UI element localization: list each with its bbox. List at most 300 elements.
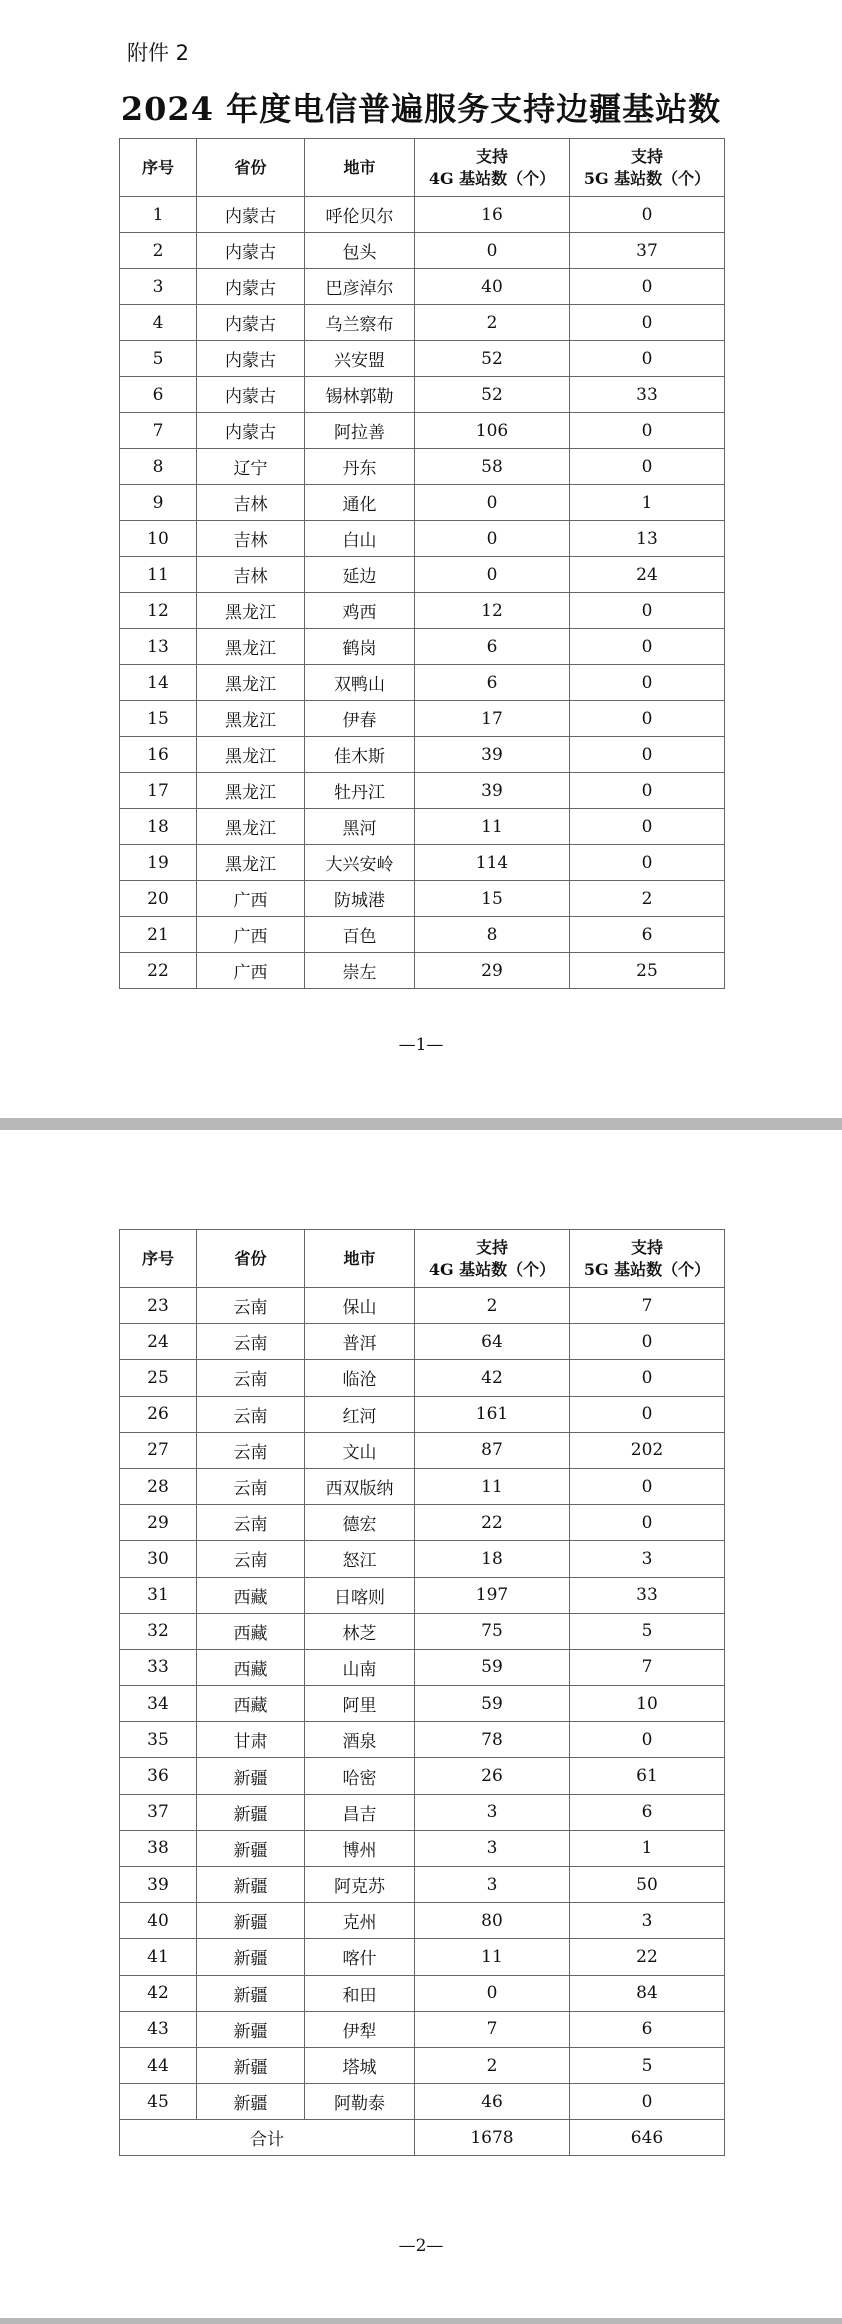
cell-5g-count: 0 (570, 269, 725, 305)
table-row (120, 377, 725, 413)
cell-4g-count: 6 (415, 665, 570, 701)
cell-city: 巴彦淖尔 (305, 269, 415, 305)
cell-4g-count: 59 (415, 1649, 570, 1685)
cell-index: 23 (120, 1288, 197, 1324)
cell-5g-count: 0 (570, 1722, 725, 1758)
cell-4g-count: 16 (415, 197, 570, 233)
cell-5g-count: 61 (570, 1758, 725, 1794)
cell-index: 22 (120, 953, 197, 989)
cell-5g-count: 22 (570, 1939, 725, 1975)
cell-index: 11 (120, 557, 197, 593)
cell-5g-count: 0 (570, 341, 725, 377)
cell-province: 新疆 (197, 2047, 305, 2083)
cell-index: 7 (120, 413, 197, 449)
cell-5g-count: 6 (570, 1794, 725, 1830)
table-row (120, 629, 725, 665)
header-5g-line1: 支持 (630, 1237, 663, 1257)
cell-index: 5 (120, 341, 197, 377)
cell-province: 西藏 (197, 1686, 305, 1722)
cell-province: 云南 (197, 1505, 305, 1541)
table-row (120, 701, 725, 737)
cell-city: 哈密 (305, 1758, 415, 1794)
cell-province: 新疆 (197, 1867, 305, 1903)
header-province: 省份 (197, 1230, 305, 1288)
cell-province: 广西 (197, 917, 305, 953)
cell-city: 林芝 (305, 1613, 415, 1649)
cell-province: 新疆 (197, 1830, 305, 1866)
document-page-1 (0, 0, 842, 1118)
table-row (120, 305, 725, 341)
cell-index: 44 (120, 2047, 197, 2083)
cell-index: 13 (120, 629, 197, 665)
cell-city: 兴安盟 (305, 341, 415, 377)
cell-index: 26 (120, 1396, 197, 1432)
cell-province: 新疆 (197, 2011, 305, 2047)
cell-5g-count: 0 (570, 305, 725, 341)
cell-city: 锡林郭勒 (305, 377, 415, 413)
table-row (120, 449, 725, 485)
cell-province: 黑龙江 (197, 665, 305, 701)
table-header-row (120, 1230, 725, 1288)
table-row (120, 1903, 725, 1939)
table-row (120, 233, 725, 269)
table-row (120, 1867, 725, 1903)
cell-city: 双鸭山 (305, 665, 415, 701)
table-row (120, 1288, 725, 1324)
cell-4g-count: 6 (415, 629, 570, 665)
table-row (120, 809, 725, 845)
cell-5g-count: 0 (570, 809, 725, 845)
cell-index: 39 (120, 1867, 197, 1903)
base-station-table-page-2 (119, 1229, 725, 2156)
total-5g: 646 (570, 2120, 725, 2156)
cell-city: 呼伦贝尔 (305, 197, 415, 233)
cell-5g-count: 10 (570, 1686, 725, 1722)
table-row (120, 1649, 725, 1685)
cell-4g-count: 15 (415, 881, 570, 917)
cell-index: 31 (120, 1577, 197, 1613)
cell-4g-count: 52 (415, 341, 570, 377)
cell-5g-count: 0 (570, 1396, 725, 1432)
total-4g: 1678 (415, 2120, 570, 2156)
table-row (120, 1360, 725, 1396)
page-separator (0, 1118, 842, 1130)
cell-index: 8 (120, 449, 197, 485)
table-row (120, 269, 725, 305)
cell-4g-count: 64 (415, 1324, 570, 1360)
table-row (120, 953, 725, 989)
cell-index: 41 (120, 1939, 197, 1975)
cell-5g-count: 5 (570, 2047, 725, 2083)
cell-4g-count: 2 (415, 1288, 570, 1324)
header-4g (415, 139, 570, 197)
cell-4g-count: 22 (415, 1505, 570, 1541)
table-row (120, 485, 725, 521)
cell-city: 牡丹江 (305, 773, 415, 809)
cell-index: 29 (120, 1505, 197, 1541)
cell-4g-count: 42 (415, 1360, 570, 1396)
header-city: 地市 (305, 1230, 415, 1288)
table-row (120, 845, 725, 881)
cell-index: 40 (120, 1903, 197, 1939)
cell-index: 32 (120, 1613, 197, 1649)
cell-4g-count: 3 (415, 1794, 570, 1830)
header-5g-line2: 5G 基站数（个） (583, 1259, 711, 1279)
cell-province: 吉林 (197, 557, 305, 593)
cell-index: 42 (120, 1975, 197, 2011)
cell-province: 黑龙江 (197, 629, 305, 665)
cell-province: 内蒙古 (197, 197, 305, 233)
cell-province: 云南 (197, 1288, 305, 1324)
cell-city: 博州 (305, 1830, 415, 1866)
cell-province: 甘肃 (197, 1722, 305, 1758)
cell-index: 35 (120, 1722, 197, 1758)
table-row (120, 1541, 725, 1577)
header-province: 省份 (197, 139, 305, 197)
cell-province: 西藏 (197, 1577, 305, 1613)
cell-4g-count: 29 (415, 953, 570, 989)
cell-city: 喀什 (305, 1939, 415, 1975)
header-5g-line2: 5G 基站数（个） (583, 168, 711, 188)
header-4g-line2: 4G 基站数（个） (428, 168, 556, 188)
cell-index: 24 (120, 1324, 197, 1360)
cell-4g-count: 11 (415, 1939, 570, 1975)
cell-index: 9 (120, 485, 197, 521)
cell-5g-count: 202 (570, 1432, 725, 1468)
cell-index: 45 (120, 2084, 197, 2120)
cell-province: 黑龙江 (197, 593, 305, 629)
cell-index: 36 (120, 1758, 197, 1794)
cell-5g-count: 0 (570, 1505, 725, 1541)
cell-index: 37 (120, 1794, 197, 1830)
cell-city: 大兴安岭 (305, 845, 415, 881)
cell-5g-count: 1 (570, 485, 725, 521)
cell-city: 伊犁 (305, 2011, 415, 2047)
table-row (120, 1432, 725, 1468)
header-4g-line1: 支持 (475, 146, 508, 166)
cell-index: 6 (120, 377, 197, 413)
table-row (120, 1577, 725, 1613)
cell-4g-count: 12 (415, 593, 570, 629)
cell-5g-count: 7 (570, 1649, 725, 1685)
cell-5g-count: 0 (570, 629, 725, 665)
total-label: 合计 (120, 2120, 415, 2156)
table-row (120, 1794, 725, 1830)
cell-city: 佳木斯 (305, 737, 415, 773)
table-row (120, 2011, 725, 2047)
cell-index: 20 (120, 881, 197, 917)
cell-index: 33 (120, 1649, 197, 1685)
base-station-table-page-1 (119, 138, 725, 989)
page-separator (0, 2318, 842, 2324)
cell-4g-count: 75 (415, 1613, 570, 1649)
cell-4g-count: 0 (415, 557, 570, 593)
table-row (120, 1722, 725, 1758)
table-row (120, 1468, 725, 1504)
cell-index: 2 (120, 233, 197, 269)
table-row (120, 1939, 725, 1975)
cell-4g-count: 0 (415, 1975, 570, 2011)
cell-5g-count: 0 (570, 737, 725, 773)
cell-4g-count: 8 (415, 917, 570, 953)
cell-province: 辽宁 (197, 449, 305, 485)
cell-5g-count: 84 (570, 1975, 725, 2011)
cell-5g-count: 0 (570, 413, 725, 449)
table-header-row (120, 139, 725, 197)
cell-5g-count: 0 (570, 773, 725, 809)
cell-city: 阿拉善 (305, 413, 415, 449)
cell-city: 怒江 (305, 1541, 415, 1577)
cell-5g-count: 7 (570, 1288, 725, 1324)
table-row (120, 881, 725, 917)
cell-4g-count: 17 (415, 701, 570, 737)
cell-4g-count: 26 (415, 1758, 570, 1794)
cell-city: 临沧 (305, 1360, 415, 1396)
cell-5g-count: 24 (570, 557, 725, 593)
table-row (120, 1830, 725, 1866)
cell-city: 普洱 (305, 1324, 415, 1360)
cell-index: 19 (120, 845, 197, 881)
total-row (120, 2120, 725, 2156)
cell-4g-count: 2 (415, 305, 570, 341)
cell-province: 云南 (197, 1360, 305, 1396)
cell-index: 14 (120, 665, 197, 701)
cell-4g-count: 52 (415, 377, 570, 413)
table-row (120, 1396, 725, 1432)
cell-city: 延边 (305, 557, 415, 593)
cell-4g-count: 80 (415, 1903, 570, 1939)
cell-5g-count: 33 (570, 1577, 725, 1613)
cell-index: 12 (120, 593, 197, 629)
table-row (120, 1324, 725, 1360)
cell-province: 新疆 (197, 1903, 305, 1939)
cell-city: 伊春 (305, 701, 415, 737)
cell-province: 黑龙江 (197, 809, 305, 845)
table-row (120, 1505, 725, 1541)
cell-city: 德宏 (305, 1505, 415, 1541)
cell-city: 红河 (305, 1396, 415, 1432)
cell-city: 山南 (305, 1649, 415, 1685)
cell-city: 白山 (305, 521, 415, 557)
table-row (120, 1613, 725, 1649)
cell-5g-count: 0 (570, 449, 725, 485)
cell-province: 西藏 (197, 1649, 305, 1685)
cell-province: 新疆 (197, 1758, 305, 1794)
cell-city: 日喀则 (305, 1577, 415, 1613)
cell-4g-count: 7 (415, 2011, 570, 2047)
cell-province: 内蒙古 (197, 305, 305, 341)
cell-5g-count: 6 (570, 917, 725, 953)
cell-4g-count: 3 (415, 1867, 570, 1903)
cell-5g-count: 0 (570, 701, 725, 737)
cell-4g-count: 161 (415, 1396, 570, 1432)
cell-5g-count: 0 (570, 1468, 725, 1504)
cell-province: 内蒙古 (197, 413, 305, 449)
cell-province: 黑龙江 (197, 845, 305, 881)
cell-city: 阿克苏 (305, 1867, 415, 1903)
cell-5g-count: 0 (570, 197, 725, 233)
cell-province: 吉林 (197, 521, 305, 557)
header-4g-line1: 支持 (475, 1237, 508, 1257)
cell-4g-count: 18 (415, 1541, 570, 1577)
cell-5g-count: 0 (570, 2084, 725, 2120)
cell-city: 乌兰察布 (305, 305, 415, 341)
cell-index: 34 (120, 1686, 197, 1722)
cell-city: 阿里 (305, 1686, 415, 1722)
cell-index: 30 (120, 1541, 197, 1577)
table-row (120, 1975, 725, 2011)
header-5g-line1: 支持 (630, 146, 663, 166)
cell-city: 崇左 (305, 953, 415, 989)
cell-city: 酒泉 (305, 1722, 415, 1758)
cell-4g-count: 87 (415, 1432, 570, 1468)
cell-4g-count: 11 (415, 1468, 570, 1504)
cell-city: 和田 (305, 1975, 415, 2011)
header-4g-line2: 4G 基站数（个） (428, 1259, 556, 1279)
cell-4g-count: 0 (415, 233, 570, 269)
cell-city: 丹东 (305, 449, 415, 485)
table-row (120, 593, 725, 629)
cell-province: 云南 (197, 1396, 305, 1432)
cell-4g-count: 46 (415, 2084, 570, 2120)
cell-5g-count: 0 (570, 593, 725, 629)
cell-province: 内蒙古 (197, 233, 305, 269)
cell-5g-count: 3 (570, 1541, 725, 1577)
cell-index: 10 (120, 521, 197, 557)
cell-5g-count: 2 (570, 881, 725, 917)
cell-province: 黑龙江 (197, 737, 305, 773)
cell-4g-count: 40 (415, 269, 570, 305)
cell-5g-count: 5 (570, 1613, 725, 1649)
cell-province: 新疆 (197, 2084, 305, 2120)
cell-index: 25 (120, 1360, 197, 1396)
header-index: 序号 (120, 1230, 197, 1288)
cell-province: 广西 (197, 881, 305, 917)
table-row (120, 557, 725, 593)
cell-province: 内蒙古 (197, 377, 305, 413)
cell-4g-count: 2 (415, 2047, 570, 2083)
cell-5g-count: 6 (570, 2011, 725, 2047)
cell-city: 昌吉 (305, 1794, 415, 1830)
cell-4g-count: 39 (415, 773, 570, 809)
cell-province: 内蒙古 (197, 341, 305, 377)
cell-city: 通化 (305, 485, 415, 521)
cell-province: 云南 (197, 1468, 305, 1504)
cell-city: 西双版纳 (305, 1468, 415, 1504)
table-row (120, 197, 725, 233)
cell-province: 云南 (197, 1324, 305, 1360)
header-city: 地市 (305, 139, 415, 197)
cell-city: 包头 (305, 233, 415, 269)
cell-city: 克州 (305, 1903, 415, 1939)
cell-4g-count: 58 (415, 449, 570, 485)
cell-index: 43 (120, 2011, 197, 2047)
cell-5g-count: 0 (570, 1360, 725, 1396)
cell-city: 黑河 (305, 809, 415, 845)
cell-province: 吉林 (197, 485, 305, 521)
cell-city: 鸡西 (305, 593, 415, 629)
cell-index: 27 (120, 1432, 197, 1468)
cell-5g-count: 37 (570, 233, 725, 269)
cell-city: 阿勒泰 (305, 2084, 415, 2120)
page-number: —1— (398, 1035, 444, 1055)
cell-5g-count: 1 (570, 1830, 725, 1866)
cell-4g-count: 78 (415, 1722, 570, 1758)
cell-province: 云南 (197, 1541, 305, 1577)
table-row (120, 917, 725, 953)
table-row (120, 521, 725, 557)
table-row (120, 1686, 725, 1722)
table-row (120, 2047, 725, 2083)
cell-5g-count: 50 (570, 1867, 725, 1903)
cell-city: 文山 (305, 1432, 415, 1468)
cell-5g-count: 0 (570, 1324, 725, 1360)
cell-province: 新疆 (197, 1794, 305, 1830)
cell-city: 塔城 (305, 2047, 415, 2083)
cell-index: 18 (120, 809, 197, 845)
table-row (120, 665, 725, 701)
cell-city: 百色 (305, 917, 415, 953)
cell-index: 4 (120, 305, 197, 341)
attachment-label: 附件 2 (127, 41, 190, 65)
cell-5g-count: 25 (570, 953, 725, 989)
cell-4g-count: 197 (415, 1577, 570, 1613)
cell-index: 21 (120, 917, 197, 953)
table-row (120, 1758, 725, 1794)
table-row (120, 737, 725, 773)
cell-province: 新疆 (197, 1975, 305, 2011)
cell-city: 防城港 (305, 881, 415, 917)
table-row (120, 773, 725, 809)
cell-4g-count: 3 (415, 1830, 570, 1866)
table-row (120, 341, 725, 377)
cell-province: 黑龙江 (197, 701, 305, 737)
page-number: —2— (398, 2236, 444, 2256)
cell-4g-count: 114 (415, 845, 570, 881)
cell-city: 保山 (305, 1288, 415, 1324)
cell-city: 鹤岗 (305, 629, 415, 665)
table-row (120, 2084, 725, 2120)
header-5g (570, 139, 725, 197)
cell-index: 17 (120, 773, 197, 809)
cell-4g-count: 106 (415, 413, 570, 449)
cell-4g-count: 0 (415, 521, 570, 557)
cell-index: 1 (120, 197, 197, 233)
cell-5g-count: 33 (570, 377, 725, 413)
cell-4g-count: 0 (415, 485, 570, 521)
cell-5g-count: 3 (570, 1903, 725, 1939)
cell-5g-count: 0 (570, 665, 725, 701)
cell-index: 3 (120, 269, 197, 305)
table-row (120, 413, 725, 449)
header-4g (415, 1230, 570, 1288)
cell-province: 内蒙古 (197, 269, 305, 305)
cell-index: 38 (120, 1830, 197, 1866)
header-5g (570, 1230, 725, 1288)
cell-4g-count: 59 (415, 1686, 570, 1722)
cell-province: 新疆 (197, 1939, 305, 1975)
cell-index: 16 (120, 737, 197, 773)
cell-5g-count: 0 (570, 845, 725, 881)
cell-province: 黑龙江 (197, 773, 305, 809)
cell-index: 28 (120, 1468, 197, 1504)
document-title: 2024 年度电信普遍服务支持边疆基站数 (120, 90, 722, 128)
cell-5g-count: 13 (570, 521, 725, 557)
cell-4g-count: 11 (415, 809, 570, 845)
cell-index: 15 (120, 701, 197, 737)
cell-province: 广西 (197, 953, 305, 989)
cell-4g-count: 39 (415, 737, 570, 773)
